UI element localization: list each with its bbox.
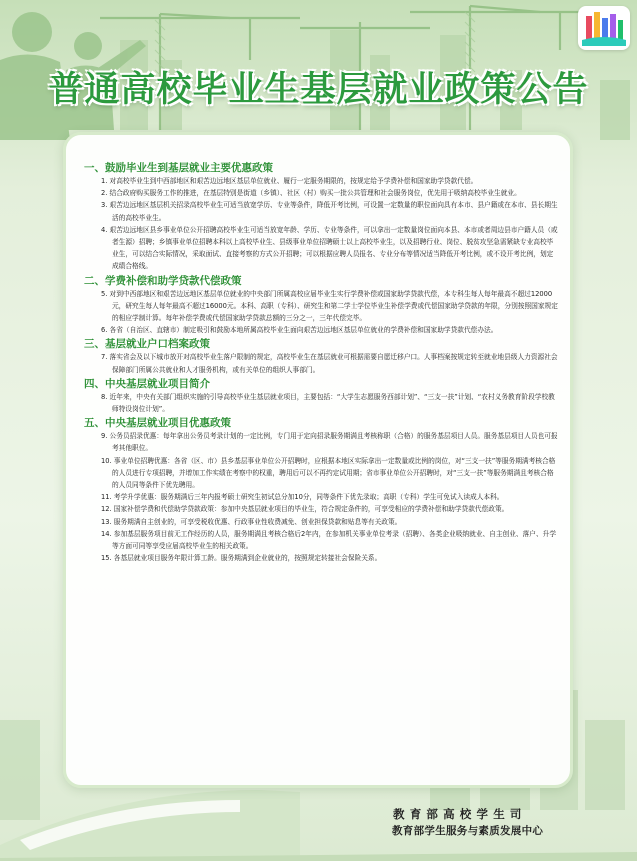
section-title: 一、鼓励毕业生到基层就业主要优惠政策	[84, 162, 273, 174]
policy-item: 13. 服务期满自主创业的，可享受税收优惠、行政事业性收费减免、创业担保贷款和贴息等有关政策。	[101, 517, 402, 526]
policy-item: 9. 公务员招录优惠：每年拿出公务员考录计划的一定比例，专门用于定向招录服务期满且考核称职（合格）的服务基层项目人员。服务基层项目人员也可报考其他职位。	[101, 432, 558, 453]
policy-item: 15. 各基层就业项目服务年限计算工龄。服务期满到企业就业的，按照规定转接社会保险关系。	[101, 554, 382, 563]
colorful-building-logo-icon	[578, 6, 630, 50]
section-4	[84, 377, 560, 415]
policy-item: 6. 各省（自治区、直辖市）制定吸引和鼓励本地所属高校毕业生面向艰苦边远地区基层单位就业的学费补偿和国家助学贷款代偿办法。	[101, 326, 498, 335]
section-2	[84, 274, 560, 337]
policy-item: 4. 艰苦边远地区县乡事业单位公开招聘高校毕业生可适当放宽年龄、学历、专业等条件，可以拿出一定数量岗位面向本县、本市或者周边县市户籍人员（或者生源）招聘；乡镇事业单位招聘本科以上高校毕业生、县级事业单位招聘硕士以上高校毕业生，以及招聘行业、岗位、脱贫攻坚急需紧缺专业高校毕业生，可以结合实际情况，采取面试、直接考察的方式公开招聘；可以根据应聘人员报名、专业分布等情况适当降低开考比例，或不设开考比例，划定成绩合格线。	[101, 225, 558, 271]
page-title: 普通高校毕业生基层就业政策公告	[48, 70, 589, 110]
section-title: 三、基层就业户口档案政策	[84, 338, 210, 351]
section-3	[84, 337, 560, 375]
policy-item: 5. 对到中西部地区和艰苦边远地区基层单位就业的中央部门所属高校应届毕业生实行学费补偿或国家助学贷款代偿，本专科生每人每年最高不超过12000元，研究生每人每年最高不超过16000元。本科、高职（专科）、研究生和第二学士学位毕业生补偿学费或代偿国家助学贷款的年限，分别按照国家规定的相应学制计算。每年补偿学费或代偿国家助学贷款总额的三分之一，三年代偿完毕。	[101, 289, 558, 323]
policy-item: 1. 对高校毕业生到中西部地区和艰苦边远地区基层单位就业、履行一定服务期限的，按规定给予学费补偿和国家助学贷款代偿。	[101, 177, 478, 185]
policy-item: 7. 落实省会及以下城市放开对高校毕业生落户限制的规定，高校毕业生在基层就业可根据需要自愿迁移户口。人事档案按规定转至就业地县级人力资源社会保障部门所属公共就业和人才服务机构，或有关单位的组织人事部门。	[101, 353, 558, 374]
policy-item: 11. 考学升学优惠：服务期满后三年内报考硕士研究生初试总分加10分，同等条件下优先录取；高职（专科）学生可免试入读成人本科。	[101, 493, 504, 502]
section-title: 四、中央基层就业项目简介	[84, 377, 210, 390]
section-5	[84, 416, 560, 564]
policy-item: 10. 事业单位招聘优惠：各省（区、市）县乡基层事业单位公开招聘时，应根据本地区实际拿出一定数量或比例的岗位，对“三支一扶”等服务期满考核合格的人员进行专项招聘，并增加工作实绩在考察中的权重，聘用后可以不再约定试用期；省市事业单位公开招聘时，对“三支一扶”等服务期满且考核合格的人员同等条件下优先聘用。	[101, 456, 556, 490]
issuer-center: 教育部学生服务与素质发展中心	[392, 825, 544, 837]
policy-item: 8. 近年来，中央有关部门组织实施的引导高校毕业生基层就业项目，主要包括：“大学生志愿服务西部计划”、“三支一扶”计划、“农村义务教育阶段学校教师特设岗位计划”。	[101, 392, 555, 414]
section-1	[84, 161, 560, 273]
issuer-name: 教育部高校学生司	[393, 807, 527, 821]
policy-item: 2. 结合政府购买服务工作的推进，在基层特别是街道（乡镇）、社区（村）购买一批公共管理和社会服务岗位，优先用于吸纳高校毕业生就业。	[101, 189, 521, 198]
section-title: 二、学费补偿和助学贷款代偿政策	[84, 274, 242, 287]
policy-item: 14. 参加基层服务项目前无工作经历的人员，服务期满且考核合格后2年内，在参加机关事业单位考录（招聘）、各类企业吸纳就业、自主创业、落户、升学等方面可同等享受应届高校毕业生的相关政策。	[101, 529, 557, 551]
section-title: 五、中央基层就业项目优惠政策	[84, 417, 231, 430]
policy-item: 3. 艰苦边远地区基层机关招录高校毕业生可适当放宽学历、专业等条件，降低开考比例，可设置一定数量的职位面向具有本市、县户籍或在本市、县长期生活的高校毕业生。	[101, 201, 558, 222]
policy-item: 12. 国家补偿学费和代偿助学贷款政策：参加中央基层就业项目的毕业生，符合规定条件的，可享受相应的学费补偿和助学贷款代偿政策。	[101, 505, 509, 514]
policy-content	[84, 160, 560, 564]
